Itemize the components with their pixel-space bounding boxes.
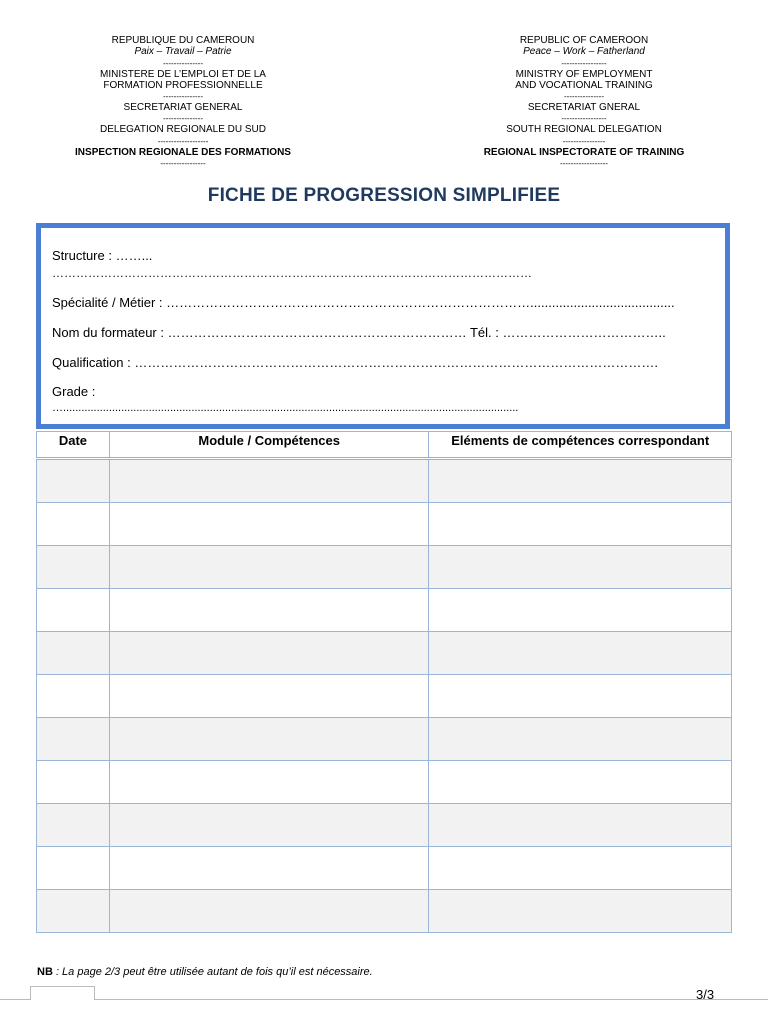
table-header-row [37, 432, 732, 459]
table-row [37, 546, 732, 589]
cell-module[interactable] [109, 546, 429, 589]
cell-date[interactable] [37, 761, 110, 804]
table-row [37, 890, 732, 933]
cell-elements[interactable] [429, 847, 732, 890]
cell-elements[interactable] [429, 718, 732, 761]
footer-tab [30, 986, 95, 1000]
grade-field[interactable]: Grade : [52, 384, 96, 399]
cell-date[interactable] [37, 847, 110, 890]
page-title: FICHE DE PROGRESSION SIMPLIFIEE [207, 185, 561, 206]
note-text: : La page 2/3 peut être utilisée autant de fois qu’il est nécessaire. [52, 966, 373, 978]
table-row [37, 632, 732, 675]
separator: --------------- [163, 92, 203, 102]
separator: --------------- [163, 114, 203, 124]
cell-elements[interactable] [429, 503, 732, 546]
footer-divider [0, 999, 768, 1000]
cell-elements[interactable] [429, 761, 732, 804]
ministry-line-1-en: MINISTRY OF EMPLOYMENT [515, 68, 653, 80]
separator: ----------------- [160, 159, 206, 169]
separator: ------------------ [560, 159, 608, 169]
cell-date[interactable] [37, 459, 110, 503]
grade-dots: …..................................................................................................................................................... [52, 402, 519, 414]
header-left-block [33, 35, 333, 169]
cell-module[interactable] [109, 761, 429, 804]
cell-elements[interactable] [429, 459, 732, 503]
table-row [37, 804, 732, 847]
separator: --------------- [564, 92, 604, 102]
cell-date[interactable] [37, 546, 110, 589]
cell-module[interactable] [109, 675, 429, 718]
ministry-line-1-fr: MINISTERE DE L’EMPLOI ET DE LA [100, 68, 266, 80]
cell-module[interactable] [109, 890, 429, 933]
cell-elements[interactable] [429, 546, 732, 589]
cell-date[interactable] [37, 589, 110, 632]
cell-date[interactable] [37, 503, 110, 546]
separator: ----------------- [561, 58, 607, 68]
separator: ---------------- [562, 136, 606, 146]
cell-elements[interactable] [429, 804, 732, 847]
cell-date[interactable] [37, 718, 110, 761]
country-name-en: REPUBLIC OF CAMEROON [519, 35, 649, 46]
table-row [37, 503, 732, 546]
table-row [37, 847, 732, 890]
cell-elements[interactable] [429, 675, 732, 718]
cell-module[interactable] [109, 804, 429, 847]
cell-date[interactable] [37, 804, 110, 847]
ministry-line-2-fr: FORMATION PROFESSIONNELLE [103, 79, 263, 91]
secretariat-fr: SECRETARIAT GENERAL [123, 102, 243, 114]
column-header-module: Module / Compétences [109, 432, 429, 459]
cell-elements[interactable] [429, 632, 732, 675]
cell-elements[interactable] [429, 890, 732, 933]
separator: ------------------- [157, 136, 209, 146]
page-number: 3/3 [696, 987, 715, 1002]
cell-module[interactable] [109, 632, 429, 675]
cell-date[interactable] [37, 632, 110, 675]
secretariat-en: SECRETARIAT GNERAL [527, 102, 641, 114]
note [37, 966, 373, 978]
cell-module[interactable] [109, 459, 429, 503]
formateur-field[interactable]: Nom du formateur : …………………………………………………………… Tél. : ……………………………….. [52, 325, 666, 340]
table-row [37, 459, 732, 503]
cell-module[interactable] [109, 503, 429, 546]
qualification-field[interactable]: Qualification : …………………………………………………………………………………………………………. [52, 355, 658, 370]
column-header-date: Date [37, 432, 110, 459]
delegation-fr: DELEGATION REGIONALE DU SUD [100, 124, 266, 136]
separator: ----------------- [561, 114, 607, 124]
table-row [37, 675, 732, 718]
inspection-fr: INSPECTION REGIONALE DES FORMATIONS [75, 146, 291, 158]
cell-module[interactable] [109, 718, 429, 761]
info-box [36, 223, 730, 429]
motto-fr: Paix – Travail – Patrie [134, 46, 232, 58]
cell-elements[interactable] [429, 589, 732, 632]
structure-field[interactable]: Structure : ……... [52, 248, 153, 263]
cell-module[interactable] [109, 589, 429, 632]
column-header-elements: Eléments de compétences correspondant [429, 432, 732, 459]
delegation-en: SOUTH REGIONAL DELEGATION [506, 124, 662, 136]
table-row [37, 761, 732, 804]
country-name-fr: REPUBLIQUE DU CAMEROUN [111, 35, 255, 46]
cell-module[interactable] [109, 847, 429, 890]
inspection-en: REGIONAL INSPECTORATE OF TRAINING [483, 146, 685, 158]
table-row [37, 589, 732, 632]
progression-table [36, 431, 732, 933]
cell-date[interactable] [37, 890, 110, 933]
note-label: NB [37, 966, 53, 978]
separator: --------------- [163, 58, 203, 68]
specialite-field[interactable]: Spécialité / Métier : …………………………………………………………………………........................................ [52, 295, 675, 310]
structure-dots: ………………………………………………………………………………………………………… [52, 266, 532, 280]
motto-en: Peace – Work – Fatherland [523, 46, 645, 58]
cell-date[interactable] [37, 675, 110, 718]
ministry-line-2-en: AND VOCATIONAL TRAINING [515, 79, 653, 91]
table-row [37, 718, 732, 761]
header-right-block [434, 35, 734, 169]
